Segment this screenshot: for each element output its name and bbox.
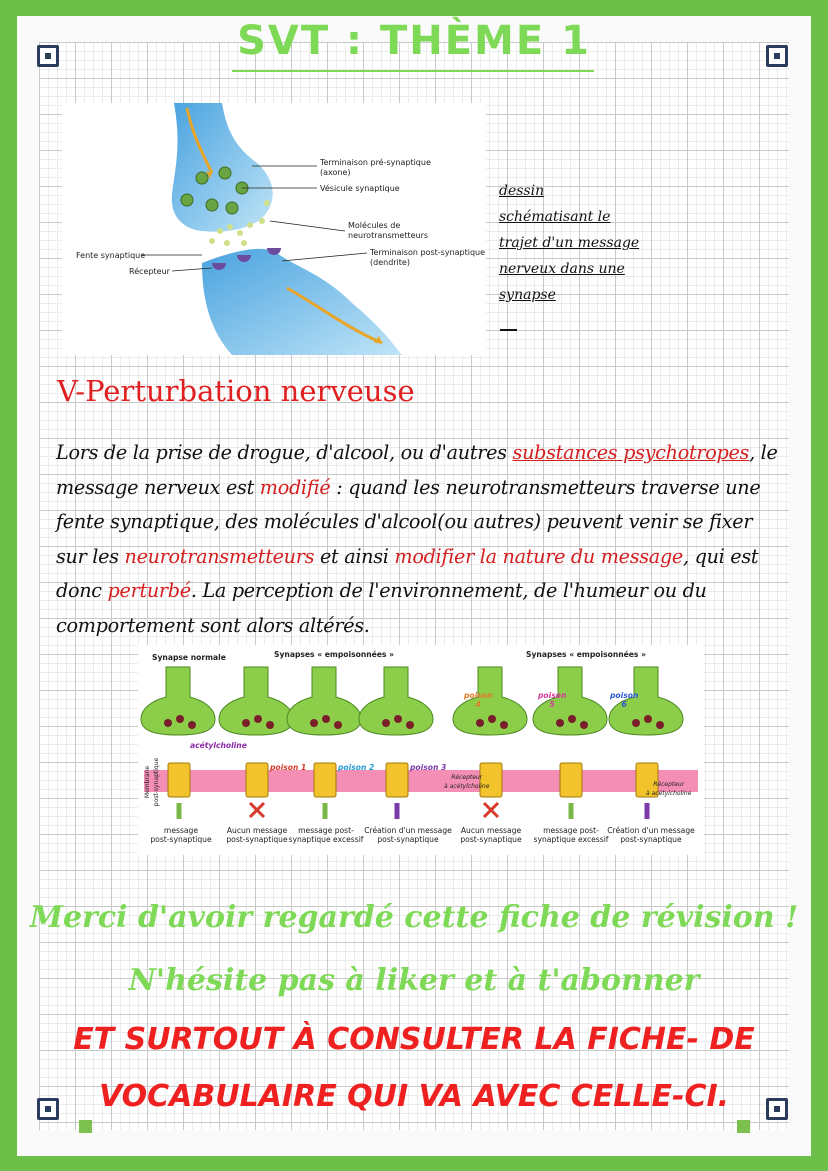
- footer-consult: ET SURTOUT À CONSULTER LA FICHE- DE: [73, 1022, 755, 1057]
- highlight-psychotropes: substances psychotropes: [512, 441, 750, 464]
- poisoned-synapses-figure: [138, 645, 704, 855]
- poisoned-synapses-title-2: Synapses « empoisonnées »: [526, 650, 647, 659]
- label-neurotransmitters: Molécules de neurotransmetteurs: [348, 221, 429, 240]
- outcome-label: Création d'un message post-synaptique: [607, 826, 695, 844]
- normal-synapse-title: Synapse normale: [152, 653, 226, 662]
- poison-2-label: poison 2: [338, 763, 375, 772]
- synapse-diagram: [62, 103, 486, 355]
- label-vesicle: Vésicule synaptique: [320, 184, 400, 193]
- caption-line: schématisant le: [499, 209, 611, 225]
- body-paragraph: [56, 436, 786, 643]
- poisoned-synapses-title: Synapses « empoisonnées »: [274, 650, 395, 659]
- caption-line: nerveux dans une: [499, 261, 625, 277]
- poisoned-synapses-illustration: [138, 645, 704, 855]
- poison-6-label: poison 6: [610, 691, 639, 709]
- poison-5-label: poison 5: [538, 691, 567, 709]
- text-run: : quand les neurotransmetteurs traverse une fente synaptique, des molécules d'alcool(ou autres) peuvent venir se fixer sur les: [56, 475, 761, 568]
- highlight-modifier-nature: modifier la nature du message: [394, 544, 683, 568]
- outcome-label: message post- synaptique excessif: [288, 826, 364, 844]
- footer-thanks: Merci d'avoir regardé cette fiche de révision !: [29, 900, 799, 935]
- green-square-icon: [737, 1120, 750, 1133]
- caption-dash: [500, 329, 517, 331]
- acetylcholine-label: acétylcholine: [190, 741, 247, 750]
- text-run: , qui est donc: [56, 544, 759, 602]
- caption-line: synapse: [499, 287, 556, 303]
- footer-vocabulary: VOCABULAIRE QUI VA AVEC CELLE-CI.: [98, 1079, 730, 1114]
- caption-line: dessin: [499, 183, 545, 199]
- outcome-label: Aucun message post-synaptique: [460, 826, 522, 844]
- text-run: . La perception de l'environnement, de l'humeur ou du comportement sont alors altérés.: [56, 579, 707, 637]
- highlight-perturbe: perturbé: [107, 579, 191, 602]
- label-synaptic-cleft: Fente synaptique: [76, 251, 146, 260]
- green-square-icon: [79, 1120, 92, 1133]
- outcome-label: Création d'un message post-synaptique: [364, 826, 452, 844]
- outcome-label: message post-synaptique: [150, 826, 212, 844]
- poison-1-label: poison 1: [270, 763, 307, 772]
- caption-line: trajet d'un message: [499, 235, 640, 251]
- receptor-label: Récepteur à acétylcholine: [444, 774, 490, 790]
- label-presynaptic: Terminaison pré-synaptique (axone): [320, 158, 431, 177]
- label-postsynaptic: Terminaison post-synaptique (dendrite): [370, 248, 486, 267]
- text-run: Lors de la prise de drogue, d'alcool, ou d'autres: [56, 441, 513, 464]
- receptor-label-2: Récepteur à acétylcholine: [646, 781, 692, 797]
- poison-4-label: poison 4: [464, 691, 493, 709]
- footer-like-subscribe: N'hésite pas à liker et à t'abonner: [128, 963, 700, 998]
- outcome-label: Aucun message post-synaptique: [226, 826, 288, 844]
- poison-3-label: poison 3: [410, 763, 447, 772]
- text-run: et ainsi: [314, 544, 395, 568]
- highlight-modifie: modifié: [259, 475, 331, 499]
- text-run: , le message nerveux est: [56, 441, 778, 499]
- label-receptor: Récepteur: [129, 267, 170, 276]
- diagram-caption: [499, 178, 669, 308]
- section-title: V-Perturbation nerveuse: [57, 374, 415, 408]
- page-title: SVT : THÈME 1: [237, 18, 591, 64]
- highlight-neurotransmetteurs: neurotransmetteurs: [124, 544, 315, 568]
- membrane-label: Membrane post-synaptique: [144, 757, 161, 807]
- title-underline: [232, 70, 594, 72]
- outcome-label: message post- synaptique excessif: [533, 826, 609, 844]
